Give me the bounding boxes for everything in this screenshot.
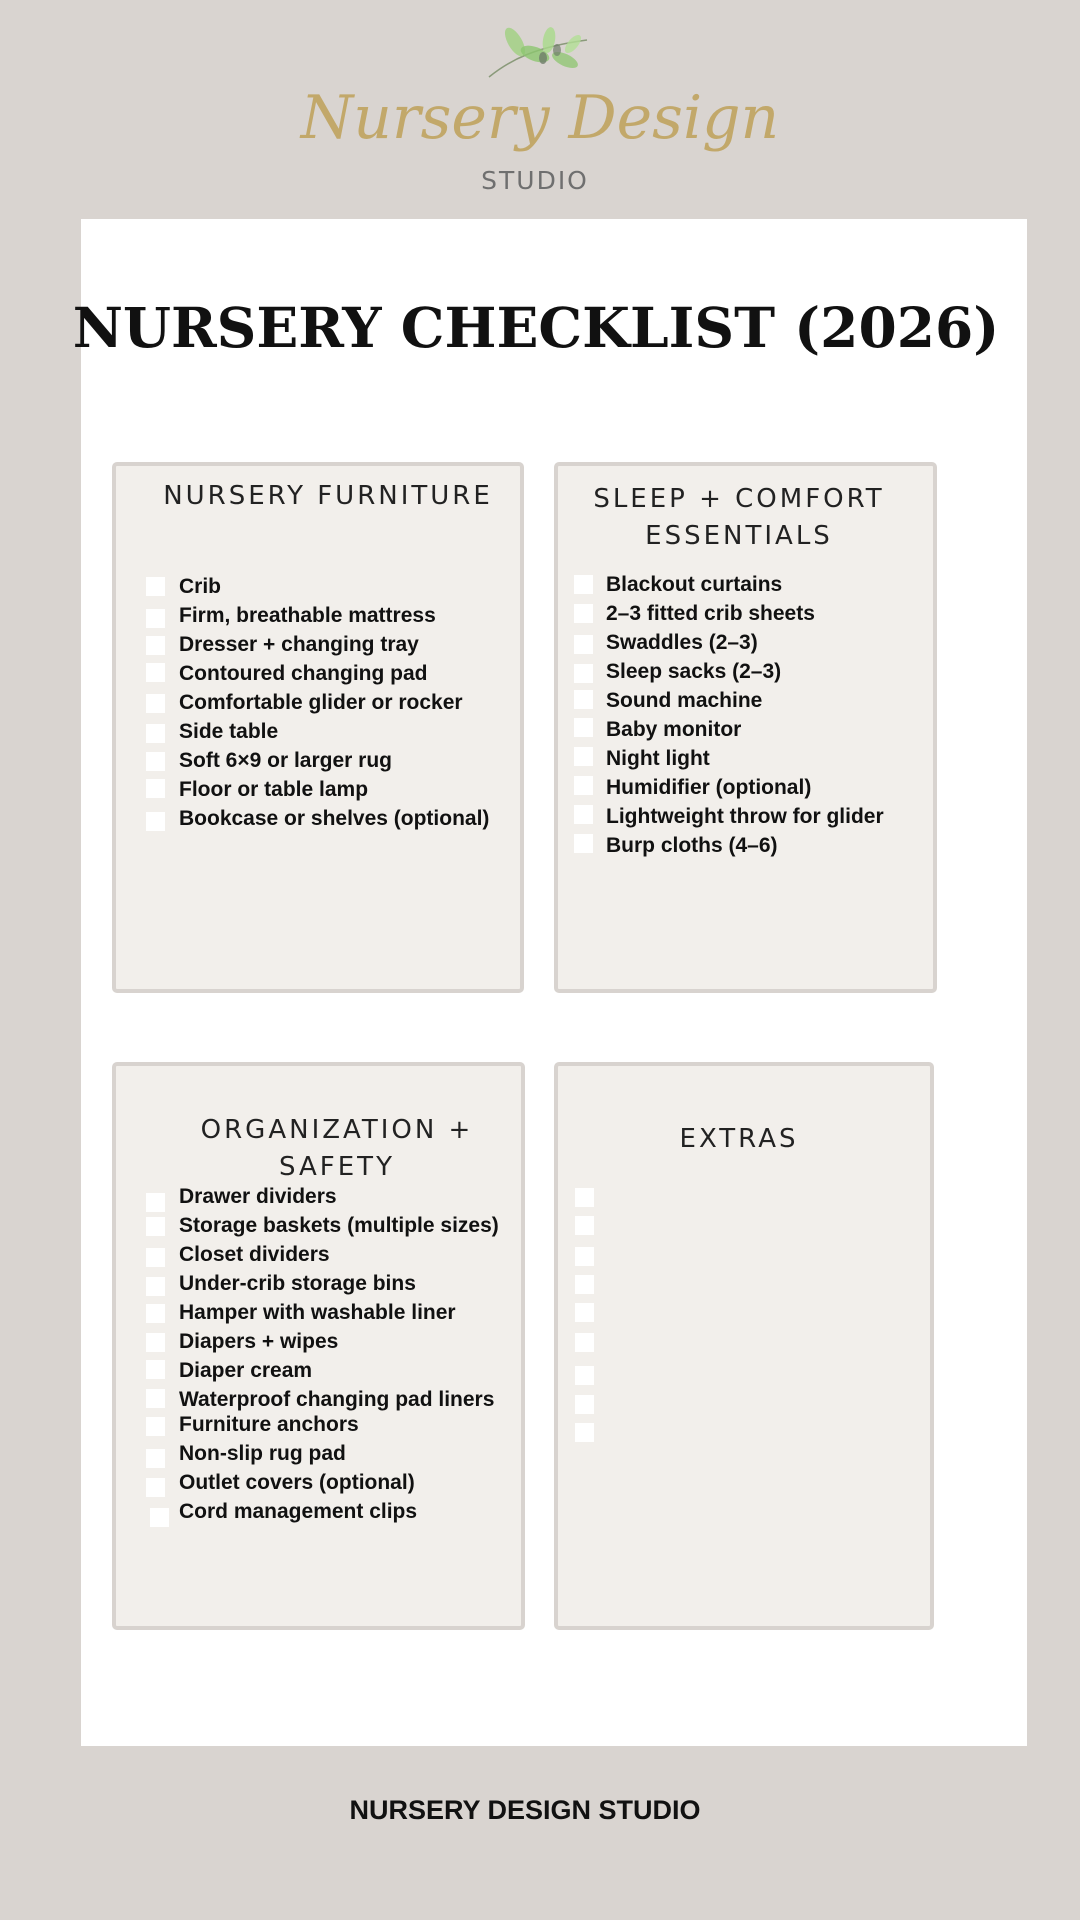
item-label: Sleep sacks (2–3) <box>606 660 782 683</box>
checkbox[interactable] <box>146 1217 165 1236</box>
item-label: Hamper with washable liner <box>179 1301 456 1324</box>
checkbox[interactable] <box>146 1389 165 1408</box>
checkbox[interactable] <box>574 604 593 623</box>
checkbox[interactable] <box>146 694 165 713</box>
item-label: Waterproof changing pad liners <box>179 1388 495 1411</box>
leaf-sprig-icon <box>485 22 595 84</box>
item-label: Furniture anchors <box>179 1413 359 1436</box>
checkbox[interactable] <box>575 1275 594 1294</box>
item-label: Diaper cream <box>179 1359 313 1382</box>
logo-script-text: Nursery Design <box>300 83 780 153</box>
checkbox[interactable] <box>146 1333 165 1352</box>
item-label: Closet dividers <box>179 1243 330 1266</box>
organization-heading-line1: ORGANIZATION + <box>200 1115 474 1145</box>
checkbox[interactable] <box>575 1216 594 1235</box>
sleep-heading <box>554 481 924 555</box>
checkbox[interactable] <box>146 1248 165 1267</box>
checkbox[interactable] <box>146 1417 165 1436</box>
organization-heading-line2: SAFETY <box>279 1152 395 1182</box>
checkbox[interactable] <box>146 779 165 798</box>
item-label: Burp cloths (4–6) <box>606 834 778 857</box>
checkbox[interactable] <box>574 834 593 853</box>
checkbox[interactable] <box>575 1333 594 1352</box>
item-label: Soft 6×9 or larger rug <box>179 749 392 772</box>
checkbox[interactable] <box>575 1366 594 1385</box>
checkbox[interactable] <box>146 577 165 596</box>
checkbox[interactable] <box>146 724 165 743</box>
checkbox[interactable] <box>150 1508 169 1527</box>
checkbox[interactable] <box>146 1277 165 1296</box>
checkbox[interactable] <box>575 1423 594 1442</box>
item-label: Night light <box>606 747 710 770</box>
checkbox[interactable] <box>146 1193 165 1212</box>
item-label: Bookcase or shelves (optional) <box>179 807 490 830</box>
checkbox[interactable] <box>146 1449 165 1468</box>
checkbox[interactable] <box>574 635 593 654</box>
furniture-card <box>112 462 524 993</box>
item-label: Baby monitor <box>606 718 742 741</box>
logo-studio-text: STUDIO <box>481 166 589 195</box>
item-label: Comfortable glider or rocker <box>179 691 463 714</box>
checkbox[interactable] <box>574 664 593 683</box>
item-label: 2–3 fitted crib sheets <box>606 602 815 625</box>
item-label: Cord management clips <box>179 1500 418 1523</box>
item-label: Crib <box>179 575 221 598</box>
checkbox[interactable] <box>574 805 593 824</box>
item-label: Non-slip rug pad <box>179 1442 346 1465</box>
sleep-heading-line1: SLEEP + COMFORT <box>593 484 885 514</box>
item-label: Outlet covers (optional) <box>179 1471 415 1494</box>
checkbox[interactable] <box>146 812 165 831</box>
item-label: Drawer dividers <box>179 1185 337 1208</box>
studio-logo <box>0 0 1080 210</box>
checkbox[interactable] <box>574 690 593 709</box>
checkbox[interactable] <box>146 609 165 628</box>
item-label: Dresser + changing tray <box>179 633 419 656</box>
checkbox[interactable] <box>146 1304 165 1323</box>
extras-heading: EXTRAS <box>679 1124 799 1154</box>
item-label: Firm, breathable mattress <box>179 604 436 627</box>
checkbox[interactable] <box>574 747 593 766</box>
checkbox[interactable] <box>146 636 165 655</box>
item-label: Humidifier (optional) <box>606 776 812 799</box>
checkbox[interactable] <box>146 752 165 771</box>
item-label: Storage baskets (multiple sizes) <box>179 1214 499 1237</box>
furniture-heading: NURSERY FURNITURE <box>163 481 493 511</box>
checkbox[interactable] <box>575 1303 594 1322</box>
item-label: Floor or table lamp <box>179 778 369 801</box>
checkbox[interactable] <box>146 1478 165 1497</box>
sleep-heading-line2: ESSENTIALS <box>645 521 833 551</box>
checkbox[interactable] <box>575 1247 594 1266</box>
checkbox[interactable] <box>574 575 593 594</box>
organization-heading <box>112 1112 562 1186</box>
item-label: Blackout curtains <box>606 573 783 596</box>
checkbox[interactable] <box>146 1360 165 1379</box>
item-label: Swaddles (2–3) <box>606 631 758 654</box>
item-label: Side table <box>179 720 279 743</box>
footer-brand: NURSERY DESIGN STUDIO <box>349 1795 701 1825</box>
item-label: Lightweight throw for glider <box>606 805 884 828</box>
checkbox[interactable] <box>146 663 165 682</box>
checkbox[interactable] <box>574 718 593 737</box>
checkbox[interactable] <box>575 1188 594 1207</box>
item-label: Diapers + wipes <box>179 1330 339 1353</box>
item-label: Contoured changing pad <box>179 662 428 685</box>
item-label: Under-crib storage bins <box>179 1272 416 1295</box>
checkbox[interactable] <box>575 1395 594 1414</box>
page-title: NURSERY CHECKLIST (2026) <box>72 295 1000 360</box>
item-label: Sound machine <box>606 689 763 712</box>
checkbox[interactable] <box>574 776 593 795</box>
